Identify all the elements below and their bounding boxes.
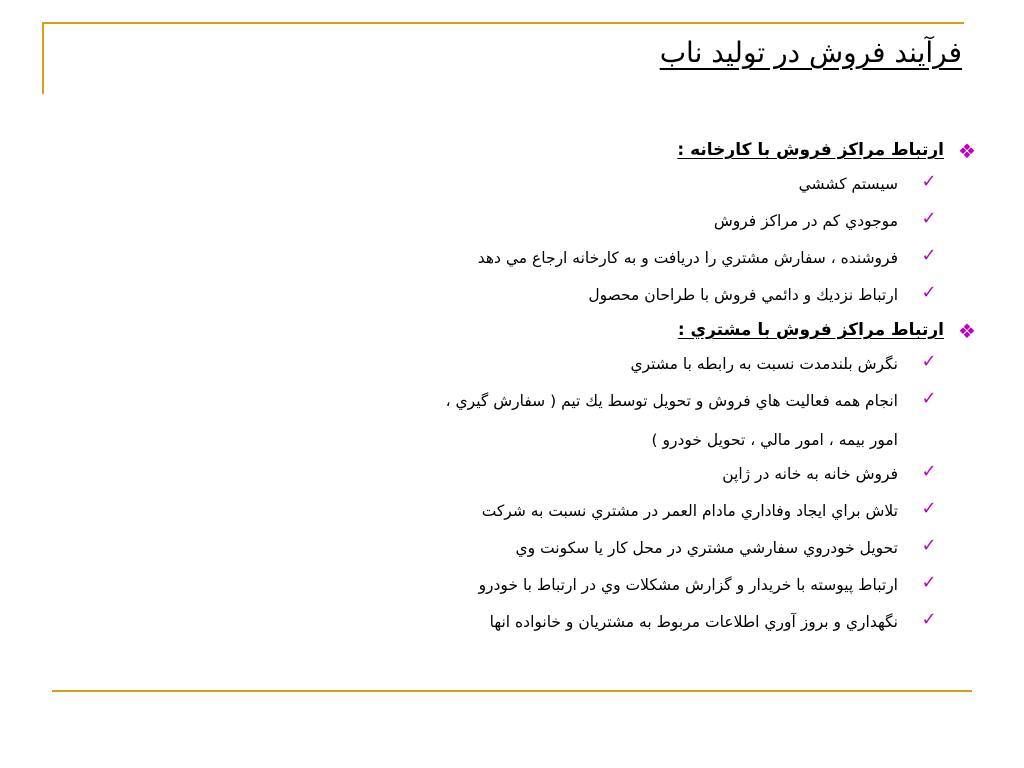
slide-title: فرآيند فروش در توليد ناب — [659, 36, 962, 69]
list-item-text: سيستم كششي — [798, 175, 898, 193]
list-item — [238, 205, 978, 242]
diamond-bullet-icon: ❖ — [958, 139, 976, 163]
list-item — [238, 348, 978, 385]
list-item — [238, 458, 978, 495]
list-item-text: ارتباط پيوسته با خريدار و گزارش مشكلات وي در ارتباط با خودرو — [478, 576, 898, 594]
list-item-text: انجام همه فعاليت هاي فروش و تحويل توسط يك تيم ( سفارش گيري ، — [445, 392, 898, 410]
list-item — [238, 242, 978, 279]
list-item — [238, 279, 978, 316]
list-item — [238, 532, 978, 569]
checkmark-icon: ✓ — [921, 461, 937, 482]
checkmark-icon: ✓ — [921, 351, 937, 372]
list-item-text: تلاش براي ايجاد وفاداري مادام العمر در مشتري نسبت به شركت — [481, 502, 898, 520]
checkmark-icon: ✓ — [921, 282, 937, 303]
slide-frame-left-rule — [42, 22, 44, 94]
list-item-text: نگرش بلندمدت نسبت به رابطه با مشتري — [630, 355, 898, 373]
list-item-continuation-text: امور بيمه ، امور مالي ، تحويل خودرو ) — [651, 431, 898, 449]
checkmark-icon: ✓ — [921, 609, 937, 630]
list-item-text: فروشنده ، سفارش مشتري را دريافت و به كارخانه ارجاع مي دهد — [477, 249, 898, 267]
list-item — [238, 606, 978, 643]
slide-content — [238, 136, 978, 643]
diamond-bullet-icon: ❖ — [958, 319, 976, 343]
list-item-text: موجودي كم در مراكز فروش — [713, 212, 898, 230]
list-item-text: ارتباط نزديك و دائمي فروش با طراحان محصول — [588, 286, 898, 304]
list-item — [238, 168, 978, 205]
checkmark-icon: ✓ — [921, 208, 937, 229]
checkmark-icon: ✓ — [921, 498, 937, 519]
list-item-text: فروش خانه به خانه در ژاپن — [722, 465, 898, 483]
slide-frame-bottom-rule — [52, 690, 972, 692]
list-item-continuation — [238, 422, 978, 458]
list-item — [238, 569, 978, 606]
checkmark-icon: ✓ — [921, 535, 937, 556]
list-item — [238, 385, 978, 422]
list-item-text: تحويل خودروي سفارشي مشتري در محل كار يا سكونت وي — [515, 539, 898, 557]
checkmark-icon: ✓ — [921, 171, 937, 192]
section-heading-text: ارتباط مراكز فروش با مشتري : — [677, 320, 944, 340]
list-item — [238, 495, 978, 532]
slide-frame-top-rule — [42, 22, 964, 24]
list-item-text: نگهداري و بروز آوري اطلاعات مربوط به مشتريان و خانواده انها — [489, 613, 898, 631]
section-heading-customer — [238, 316, 978, 348]
checkmark-icon: ✓ — [921, 245, 937, 266]
checkmark-icon: ✓ — [921, 572, 937, 593]
checkmark-icon: ✓ — [921, 388, 937, 409]
section-heading-factory — [238, 136, 978, 168]
section-heading-text: ارتباط مراكز فروش با كارخانه : — [677, 140, 944, 160]
